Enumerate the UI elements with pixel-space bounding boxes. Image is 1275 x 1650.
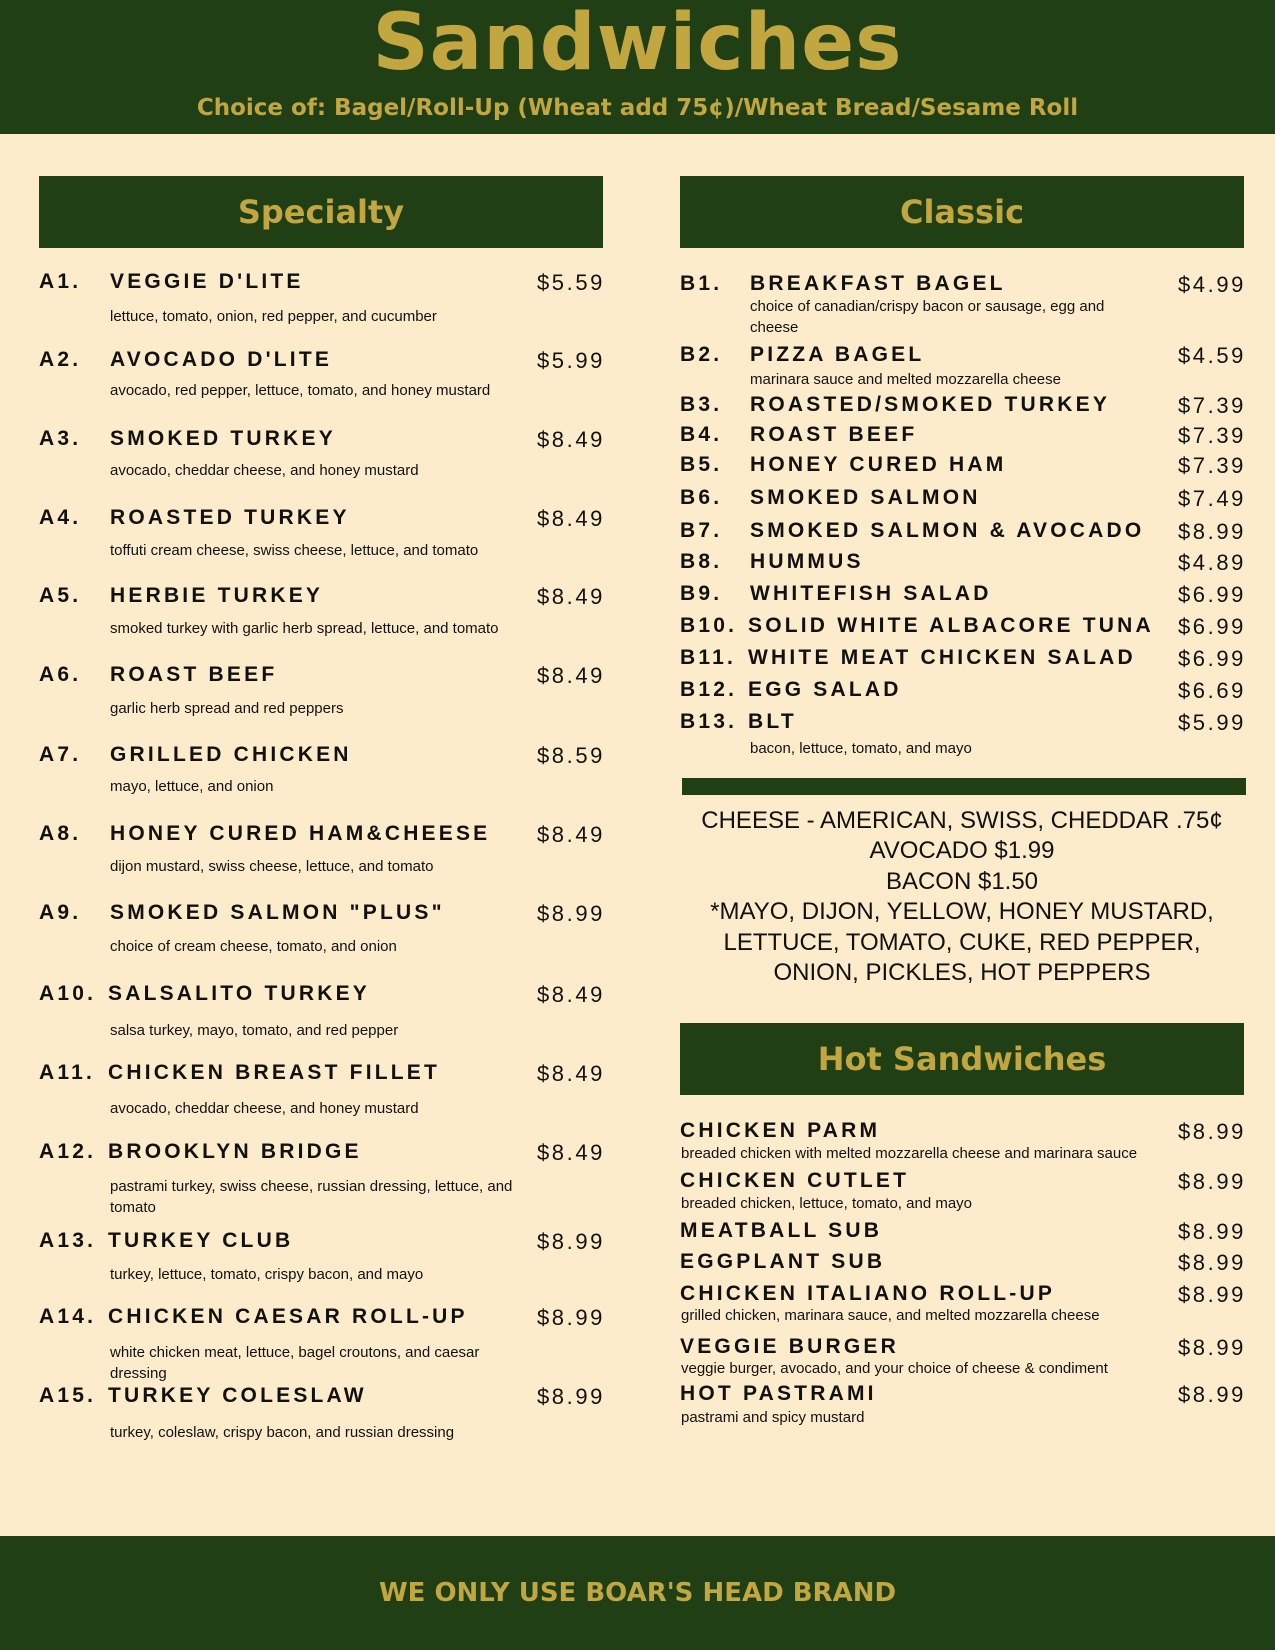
addons-line: LETTUCE, TOMATO, CUKE, RED PEPPER, [723,928,1201,956]
item-name: CHICKEN CAESAR ROLL-UP [108,1305,468,1328]
item-price: $8.99 [536,1229,605,1254]
item-price: $7.39 [1177,453,1246,478]
addons-block [672,806,1252,988]
item-price: $8.99 [1177,1250,1246,1275]
menu-footer [0,1536,1275,1650]
addons-line: *MAYO, DIJON, YELLOW, HONEY MUSTARD, [710,898,1214,926]
item-name: WHITE MEAT CHICKEN SALAD [748,646,1136,669]
item-code: A4. [39,506,82,529]
item-name: HOT PASTRAMI [680,1382,877,1405]
menu-item [39,506,605,532]
item-price: $8.49 [536,1140,605,1165]
item-code: B13. [680,710,738,733]
item-code: A13. [39,1229,97,1252]
item-name: SMOKED SALMON [750,486,981,509]
menu-item [39,982,605,1008]
item-code: B1. [680,272,723,295]
item-name: CHICKEN ITALIANO ROLL-UP [680,1282,1056,1305]
item-price: $6.99 [1177,614,1246,639]
item-description: pastrami turkey, swiss cheese, russian dressing, lettuce, and tomato [110,1178,513,1216]
item-price: $8.59 [536,743,605,768]
item-name: CHICKEN BREAST FILLET [108,1061,441,1084]
item-price: $5.59 [536,270,605,295]
item-name: ROAST BEEF [750,423,918,446]
item-code: A12. [39,1140,97,1163]
item-name: HONEY CURED HAM&CHEESE [110,822,491,845]
menu-item [39,1229,605,1255]
item-code: A10. [39,982,97,1005]
menu-item [680,1250,1246,1276]
item-code: B6. [680,486,723,509]
item-price: $6.99 [1177,582,1246,607]
item-code: A14. [39,1305,97,1328]
item-name: GRILLED CHICKEN [110,743,352,766]
menu-item [39,348,605,374]
item-name: BLT [748,710,797,733]
menu-item [680,393,1246,419]
item-name: AVOCADO D'LITE [110,348,333,371]
item-price: $8.99 [1177,1219,1246,1244]
item-price: $7.49 [1177,486,1246,511]
item-price: $8.99 [536,1384,605,1409]
item-description: smoked turkey with garlic herb spread, lettuce, and tomato [110,620,499,637]
item-price: $8.99 [1177,1119,1246,1144]
hot-sandwiches-title: Hot Sandwiches [817,1040,1107,1078]
menu-item [680,423,1246,449]
menu-item [680,486,1246,512]
item-price: $8.49 [536,584,605,609]
item-name: BROOKLYN BRIDGE [108,1140,362,1163]
item-name: ROASTED TURKEY [110,506,350,529]
item-price: $8.99 [536,901,605,926]
item-price: $5.99 [1177,710,1246,735]
item-price: $8.99 [1177,1382,1246,1407]
item-description: avocado, red pepper, lettuce, tomato, and honey mustard [110,382,491,399]
item-name: TURKEY CLUB [108,1229,294,1252]
bread-choice-subtitle: Choice of: Bagel/Roll-Up (Wheat add 75¢)/Wheat Bread/Sesame Roll [196,95,1079,121]
menu-item [680,582,1246,608]
classic-section-header [680,176,1244,248]
item-name: VEGGIE BURGER [680,1335,899,1358]
specialty-title: Specialty [237,193,405,231]
item-price: $8.99 [1177,519,1246,544]
item-code: A5. [39,584,82,607]
item-code: A1. [39,270,82,293]
menu-item [680,646,1246,672]
menu-item [680,343,1246,369]
divider-bar [682,778,1246,795]
item-description: mayo, lettuce, and onion [110,778,274,795]
item-description: pastrami and spicy mustard [681,1409,865,1426]
item-description: avocado, cheddar cheese, and honey mustard [110,462,419,479]
item-name: EGGPLANT SUB [680,1250,886,1273]
item-price: $6.99 [1177,646,1246,671]
menu-item [39,1305,605,1331]
menu-item [39,584,605,610]
item-price: $6.69 [1177,678,1246,703]
addons-line: CHEESE - AMERICAN, SWISS, CHEDDAR .75¢ [701,807,1223,834]
item-name: TURKEY COLESLAW [108,1384,367,1407]
item-name: SMOKED SALMON "PLUS" [110,901,445,924]
item-description: grilled chicken, marinara sauce, and melted mozzarella cheese [681,1307,1100,1324]
menu-item [680,678,1246,704]
item-code: A3. [39,427,82,450]
item-description: turkey, coleslaw, crispy bacon, and russian dressing [110,1424,455,1441]
item-price: $8.49 [536,506,605,531]
item-price: $8.99 [1177,1282,1246,1307]
addons-line: AVOCADO $1.99 [869,837,1055,865]
item-code: A6. [39,663,82,686]
menu-header [0,0,1275,134]
item-description: breaded chicken with melted mozzarella cheese and marinara sauce [681,1145,1138,1162]
item-description: white chicken meat, lettuce, bagel croutons, and caesar dressing [110,1344,480,1382]
item-description: breaded chicken, lettuce, tomato, and mayo [681,1195,973,1212]
item-price: $5.99 [536,348,605,373]
menu-item [39,427,605,453]
menu-item [39,822,605,848]
item-price: $4.99 [1177,272,1246,297]
item-name: MEATBALL SUB [680,1219,883,1242]
item-code: B8. [680,550,723,573]
item-name: PIZZA BAGEL [750,343,925,366]
addons-line: BACON $1.50 [885,867,1039,895]
item-price: $8.49 [536,663,605,688]
item-name: SOLID WHITE ALBACORE TUNA [748,614,1154,637]
item-name: SMOKED TURKEY [110,427,336,450]
item-code: B2. [680,343,723,366]
item-name: HONEY CURED HAM [750,453,1007,476]
item-description: toffuti cream cheese, swiss cheese, lettuce, and tomato [110,542,479,559]
menu-item [680,272,1246,298]
item-price: $8.49 [536,427,605,452]
item-name: CHICKEN PARM [680,1119,881,1142]
item-description: turkey, lettuce, tomato, crispy bacon, and mayo [110,1266,424,1283]
menu-item [680,1169,1246,1195]
menu-item [39,1384,605,1410]
menu-item [39,1061,605,1087]
item-description: veggie burger, avocado, and your choice of cheese & condiment [681,1360,1108,1377]
specialty-section-header [39,176,603,248]
menu-item [680,710,1246,736]
item-price: $4.89 [1177,550,1246,575]
item-code: B3. [680,393,723,416]
item-price: $8.49 [536,1061,605,1086]
item-name: VEGGIE D'LITE [110,270,304,293]
item-price: $8.99 [536,1305,605,1330]
item-code: B10. [680,614,738,637]
menu-item [39,743,605,769]
menu-item [680,1382,1246,1408]
classic-title: Classic [899,193,1025,231]
item-description: garlic herb spread and red peppers [110,700,344,717]
item-code: A15. [39,1384,97,1407]
item-code: A7. [39,743,82,766]
item-price: $4.59 [1177,343,1246,368]
menu-item [680,453,1246,479]
menu-item [39,901,605,927]
item-description: bacon, lettuce, tomato, and mayo [750,740,972,757]
item-code: B4. [680,423,723,446]
item-description: choice of cream cheese, tomato, and onion [110,938,397,955]
item-name: SALSALITO TURKEY [108,982,370,1005]
footer-text: WE ONLY USE BOAR'S HEAD BRAND [378,1578,897,1608]
menu-item [39,663,605,689]
item-name: ROASTED/SMOKED TURKEY [750,393,1111,416]
item-code: B5. [680,453,723,476]
item-description: lettuce, tomato, onion, red pepper, and cucumber [110,308,437,325]
item-name: ROAST BEEF [110,663,278,686]
menu-item [39,270,605,296]
menu-item [680,550,1246,576]
item-code: A11. [39,1061,95,1084]
item-name: HERBIE TURKEY [110,584,324,607]
item-description: marinara sauce and melted mozzarella cheese [750,371,1061,388]
menu-item [680,1219,1246,1245]
hot-sandwiches-section-header [680,1023,1244,1095]
item-price: $7.39 [1177,423,1246,448]
menu-item [680,1119,1246,1145]
item-code: A8. [39,822,82,845]
item-price: $8.99 [1177,1169,1246,1194]
item-name: BREAKFAST BAGEL [750,272,1006,295]
item-code: B11. [680,646,736,669]
item-name: WHITEFISH SALAD [750,582,992,605]
item-name: HUMMUS [750,550,864,573]
item-description: salsa turkey, mayo, tomato, and red pepper [110,1022,399,1039]
item-code: B9. [680,582,723,605]
menu-item [680,614,1246,640]
item-code: A9. [39,901,82,924]
item-name: EGG SALAD [748,678,902,701]
menu-item [39,1140,605,1166]
item-code: A2. [39,348,82,371]
item-code: B7. [680,519,723,542]
item-description: choice of canadian/crispy bacon or sausage, egg and cheese [750,298,1105,336]
addons-line: ONION, PICKLES, HOT PEPPERS [773,959,1151,987]
item-price: $8.49 [536,982,605,1007]
item-code: B12. [680,678,738,701]
item-price: $8.99 [1177,1335,1246,1360]
menu-title: Sandwiches [372,0,903,88]
item-price: $8.49 [536,822,605,847]
item-description: avocado, cheddar cheese, and honey mustard [110,1100,419,1117]
item-name: SMOKED SALMON & AVOCADO [750,519,1145,542]
item-description: dijon mustard, swiss cheese, lettuce, and tomato [110,858,434,875]
menu-item [680,519,1246,545]
item-name: CHICKEN CUTLET [680,1169,910,1192]
item-price: $7.39 [1177,393,1246,418]
